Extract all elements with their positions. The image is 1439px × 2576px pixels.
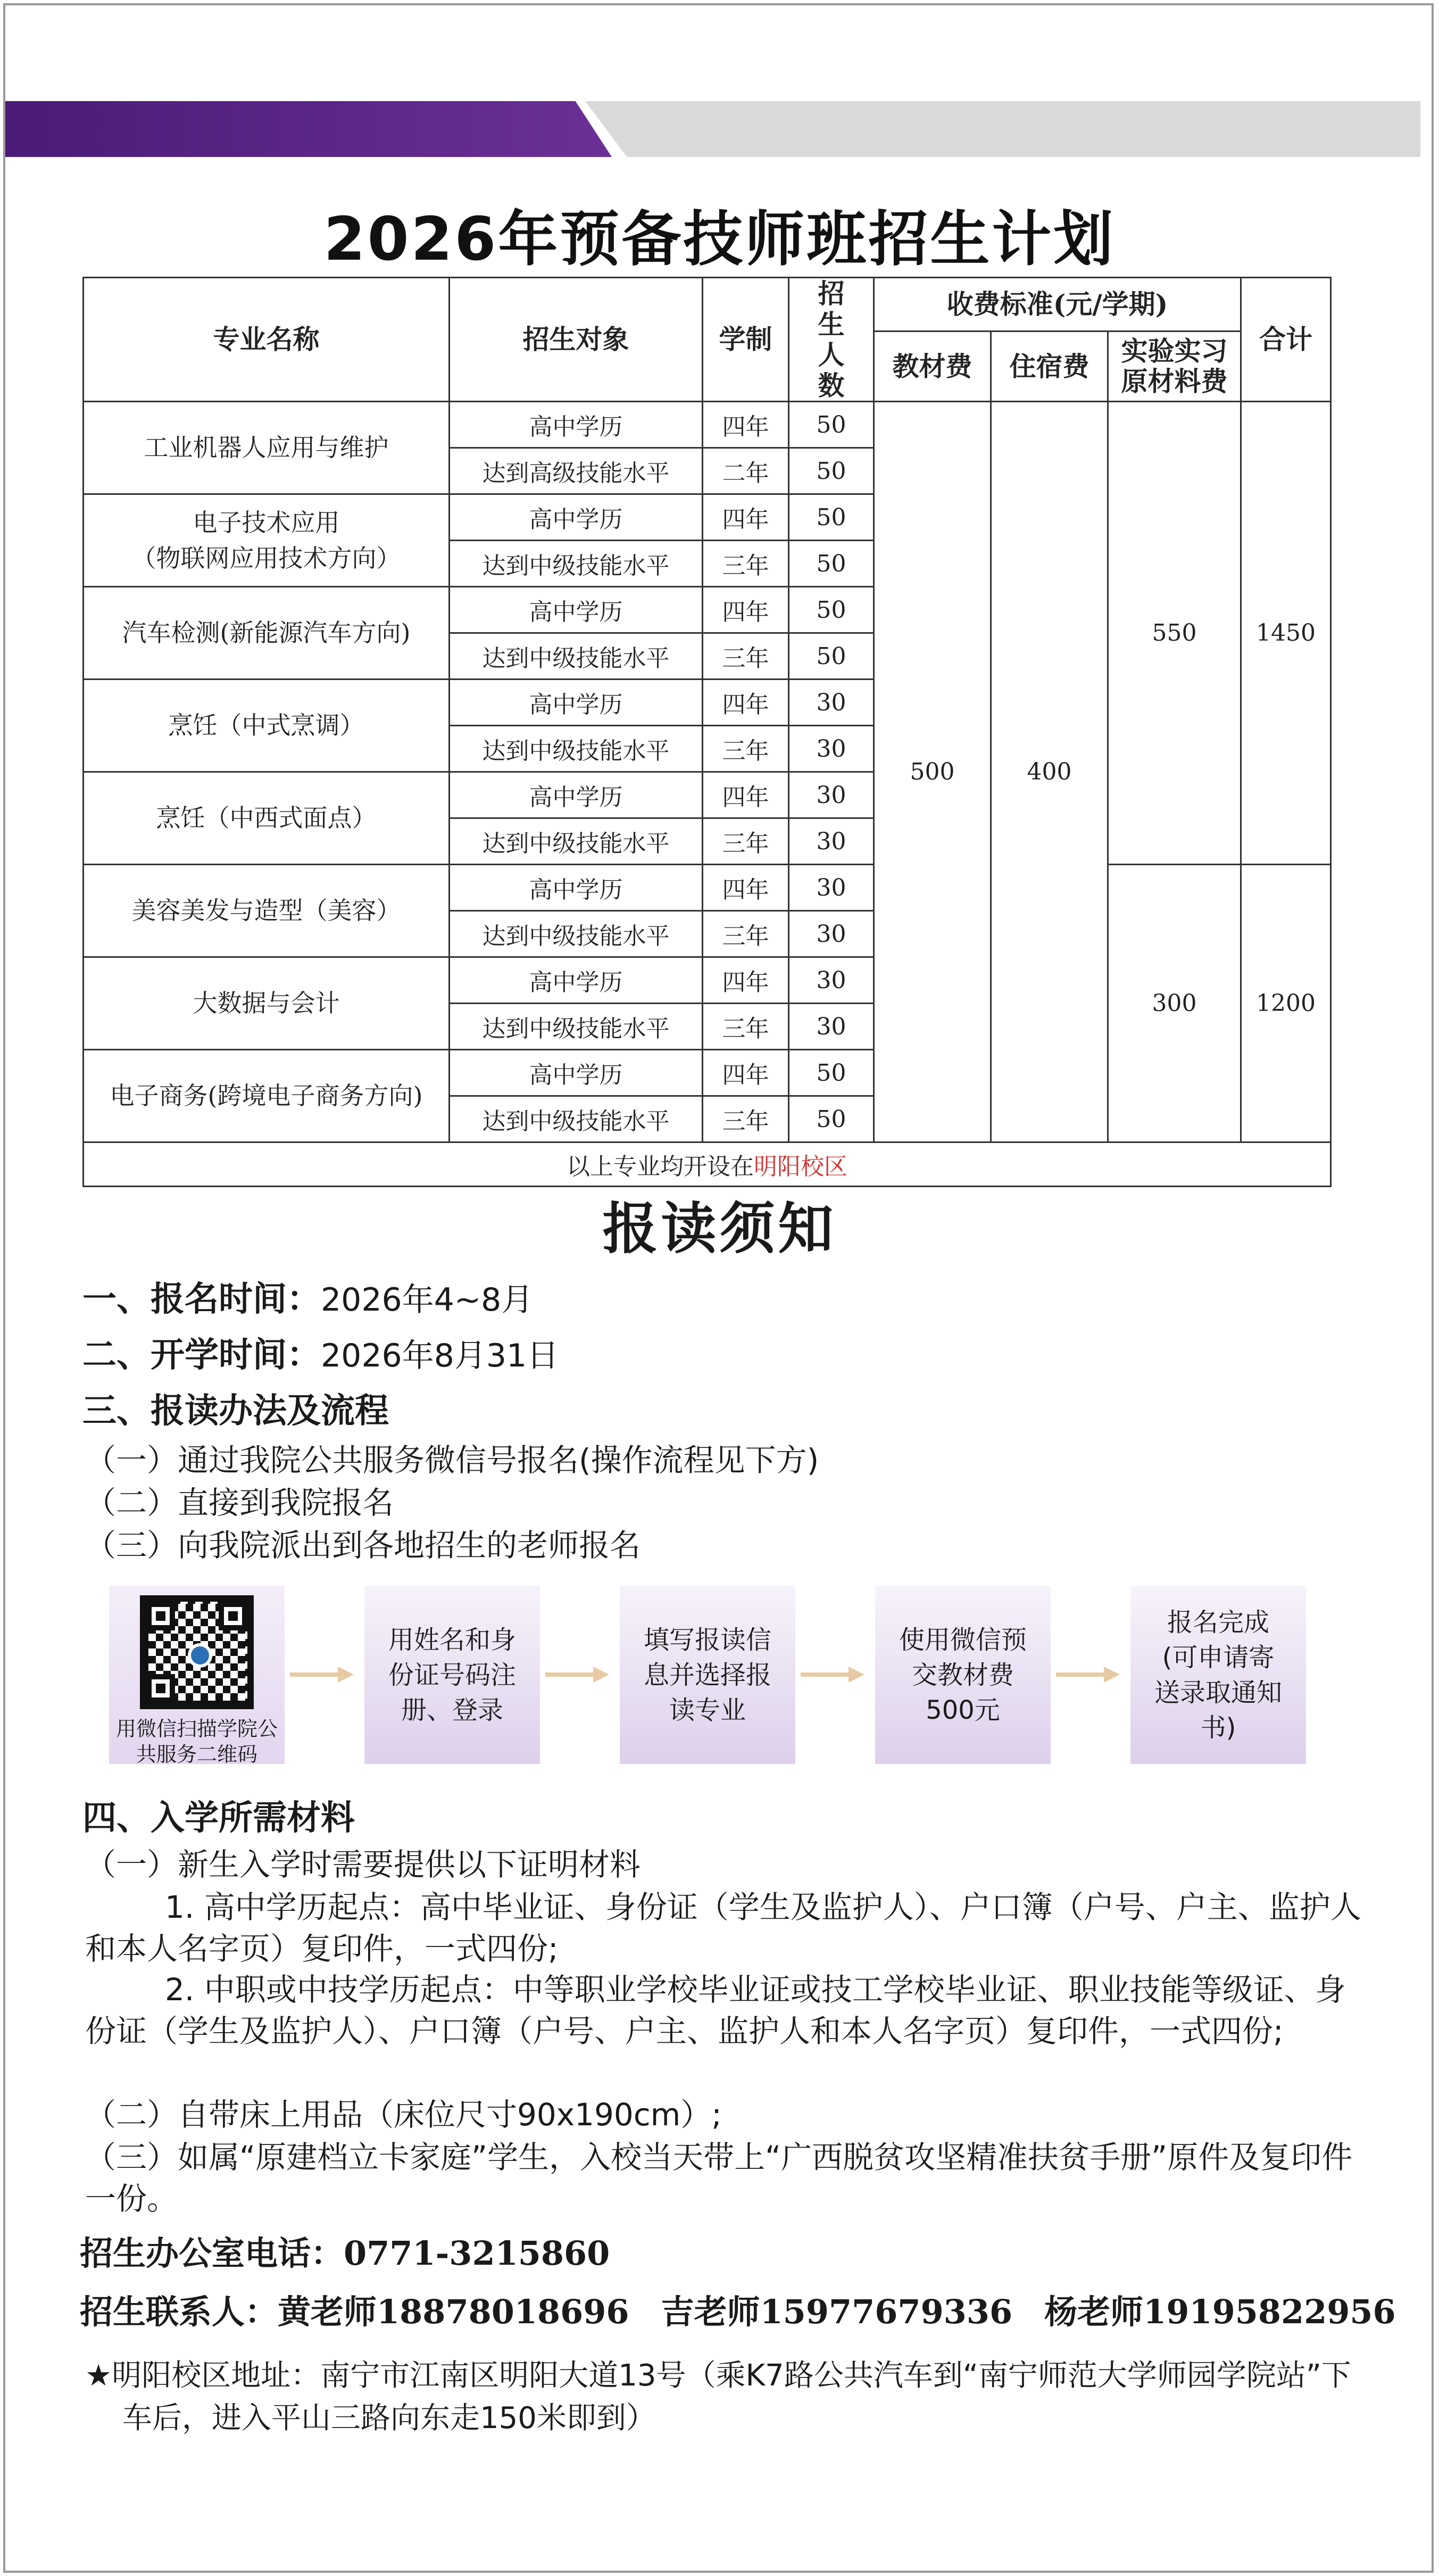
- header-quota: 招生人数: [789, 278, 874, 402]
- cell-target: 高中学历: [450, 957, 703, 1004]
- flow-step-fill-info: 填写报读信息并选择报读专业: [620, 1586, 795, 1764]
- cell-quota: 30: [789, 911, 874, 957]
- major-name: 电子技术应用 （物联网应用技术方向）: [84, 494, 450, 587]
- materials-vocational: 2. 中职或中技学历起点：中等职业学校毕业证或技工学校毕业证、职业技能等级证、身份证（学生及监护人）、户口簿（户号、户主、监护人和本人名字页）复印件，一式四份;: [85, 1972, 1346, 2049]
- cell-quota: 30: [789, 1004, 874, 1050]
- cell-quota: 50: [789, 1050, 874, 1096]
- section-apply-method: 三、报读办法及流程: [82, 1391, 389, 1431]
- cell-target: 高中学历: [450, 1050, 703, 1096]
- header-band-purple: [5, 101, 612, 157]
- cell-quota: 50: [789, 541, 874, 587]
- cell-target: 达到中级技能水平: [450, 1004, 703, 1050]
- header-years: 学制: [703, 278, 789, 402]
- cell-target: 高中学历: [450, 865, 703, 911]
- total-a: 1450: [1241, 402, 1331, 865]
- cell-target: 达到中级技能水平: [450, 726, 703, 772]
- cell-target: 达到中级技能水平: [450, 633, 703, 680]
- wechat-qr-code[interactable]: [140, 1595, 254, 1709]
- apply-method-1: （一）通过我院公共服务微信号报名(操作流程见下方): [85, 1442, 819, 1478]
- cell-quota: 50: [789, 633, 874, 680]
- header-dorm-fee: 住宿费: [991, 331, 1108, 401]
- notice-title: 报读须知: [602, 1196, 837, 1261]
- contact-phone-yang[interactable]: 19195822956: [1143, 2292, 1396, 2331]
- table-row: [84, 865, 1331, 911]
- page-title: 2026年预备技师班招生计划: [323, 205, 1116, 274]
- table-row: [84, 402, 1331, 448]
- cell-years: 三年: [703, 818, 789, 865]
- cell-years: 二年: [703, 448, 789, 494]
- cell-years: 三年: [703, 541, 789, 587]
- qr-logo-icon: [188, 1643, 212, 1668]
- header-major: 专业名称: [84, 278, 450, 402]
- cell-quota: 50: [789, 402, 874, 448]
- materials-intro: （一）新生入学时需要提供以下证明材料: [85, 1846, 641, 1883]
- major-name: 汽车检测(新能源汽车方向): [84, 587, 450, 680]
- cell-quota: 30: [789, 818, 874, 865]
- major-name: 烹饪（中西式面点）: [84, 772, 450, 865]
- flow-arrow-icon: [290, 1667, 354, 1683]
- cell-years: 三年: [703, 633, 789, 680]
- material-fee-a: 550: [1108, 402, 1241, 865]
- apply-method-3: （三）向我院派出到各地招生的老师报名: [85, 1527, 641, 1563]
- cell-years: 四年: [703, 957, 789, 1004]
- cell-years: 三年: [703, 1004, 789, 1050]
- cell-quota: 30: [789, 865, 874, 911]
- cell-target: 达到中级技能水平: [450, 818, 703, 865]
- table-footer: 以上专业均开设在明阳校区: [84, 1142, 1331, 1187]
- flow-arrow-icon: [545, 1667, 609, 1683]
- cell-target: 高中学历: [450, 494, 703, 541]
- cell-years: 四年: [703, 587, 789, 633]
- qr-caption: 用微信扫描学院公共服务二维码: [115, 1717, 278, 1766]
- flow-arrow-icon: [1056, 1667, 1120, 1683]
- office-phone: 招生办公室电话：0771-3215860: [80, 2234, 610, 2273]
- major-name: 电子商务(跨境电子商务方向): [84, 1050, 450, 1142]
- flow-step-register: 用姓名和身份证号码注册、登录: [364, 1586, 540, 1764]
- cell-target: 达到中级技能水平: [450, 1096, 703, 1142]
- cell-years: 三年: [703, 911, 789, 957]
- section-start-time: 二、开学时间：2026年8月31日: [82, 1336, 559, 1375]
- table-body: [84, 402, 1331, 1142]
- major-name: 工业机器人应用与维护: [84, 402, 450, 494]
- apply-method-2: （二）直接到我院报名: [85, 1485, 394, 1521]
- cell-years: 四年: [703, 494, 789, 541]
- cell-years: 三年: [703, 1096, 789, 1142]
- cell-years: 四年: [703, 865, 789, 911]
- total-b: 1200: [1241, 865, 1331, 1142]
- cell-quota: 30: [789, 680, 874, 726]
- cell-quota: 30: [789, 957, 874, 1004]
- cell-target: 达到高级技能水平: [450, 448, 703, 494]
- major-name: 大数据与会计: [84, 957, 450, 1050]
- cell-years: 三年: [703, 726, 789, 772]
- cell-quota: 50: [789, 587, 874, 633]
- flow-arrow-icon: [801, 1667, 864, 1683]
- contact-people: 招生联系人：黄老师18878018696 吉老师15977679336 杨老师19195822956: [80, 2292, 1396, 2331]
- cell-quota: 50: [789, 1096, 874, 1142]
- cell-target: 高中学历: [450, 680, 703, 726]
- section-register-time: 一、报名时间：2026年4~8月: [82, 1280, 534, 1319]
- cell-years: 四年: [703, 772, 789, 818]
- header-target: 招生对象: [450, 278, 703, 402]
- major-name: 美容美发与造型（美容）: [84, 865, 450, 957]
- campus-address: ★明阳校区地址：南宁市江南区明阳大道13号（乘K7路公共汽车到“南宁师范大学师园学院站”下车后，进入平山三路向东走150米即到）: [85, 2358, 1351, 2436]
- materials-poverty: （三）如属“原建档立卡家庭”学生，入校当天带上“广西脱贫攻坚精准扶贫手册”原件及复印件一份。: [85, 2139, 1353, 2217]
- major-name: 烹饪（中式烹调）: [84, 680, 450, 772]
- header-textbook-fee: 教材费: [874, 331, 991, 401]
- textbook-fee: 500: [874, 402, 991, 1142]
- qr-card: [109, 1586, 285, 1764]
- material-fee-b: 300: [1108, 865, 1241, 1142]
- cell-years: 四年: [703, 680, 789, 726]
- cell-target: 高中学历: [450, 587, 703, 633]
- cell-quota: 30: [789, 726, 874, 772]
- cell-years: 四年: [703, 1050, 789, 1096]
- cell-target: 达到中级技能水平: [450, 541, 703, 587]
- cell-target: 高中学历: [450, 402, 703, 448]
- header-band-gray: [585, 101, 1420, 157]
- cell-target: 高中学历: [450, 772, 703, 818]
- contact-phone-huang[interactable]: 18878018696: [377, 2292, 629, 2331]
- header-material-fee: 实验实习原材料费: [1108, 331, 1241, 401]
- flow-step-pay: 使用微信预交教材费500元: [875, 1586, 1051, 1764]
- header-total: 合计: [1241, 278, 1331, 402]
- contact-phone-ji[interactable]: 15977679336: [760, 2292, 1013, 2331]
- dorm-fee: 400: [991, 402, 1108, 1142]
- materials-bedding: （二）自带床上用品（床位尺寸90x190cm）;: [85, 2097, 722, 2133]
- cell-quota: 50: [789, 494, 874, 541]
- section-materials: 四、入学所需材料: [82, 1799, 355, 1838]
- cell-quota: 50: [789, 448, 874, 494]
- materials-highschool: 1. 高中学历起点：高中毕业证、身份证（学生及监护人）、户口簿（户号、户主、监护人和本人名字页）复印件，一式四份;: [85, 1889, 1361, 1967]
- header-fee-group: 收费标准(元/学期): [874, 278, 1241, 332]
- enrollment-plan-table: [82, 277, 1332, 1187]
- cell-quota: 30: [789, 772, 874, 818]
- flow-step-complete: 报名完成(可申请寄送录取通知书): [1130, 1586, 1306, 1764]
- office-phone-number[interactable]: 0771-3215860: [344, 2234, 610, 2273]
- cell-target: 达到中级技能水平: [450, 911, 703, 957]
- cell-years: 四年: [703, 402, 789, 448]
